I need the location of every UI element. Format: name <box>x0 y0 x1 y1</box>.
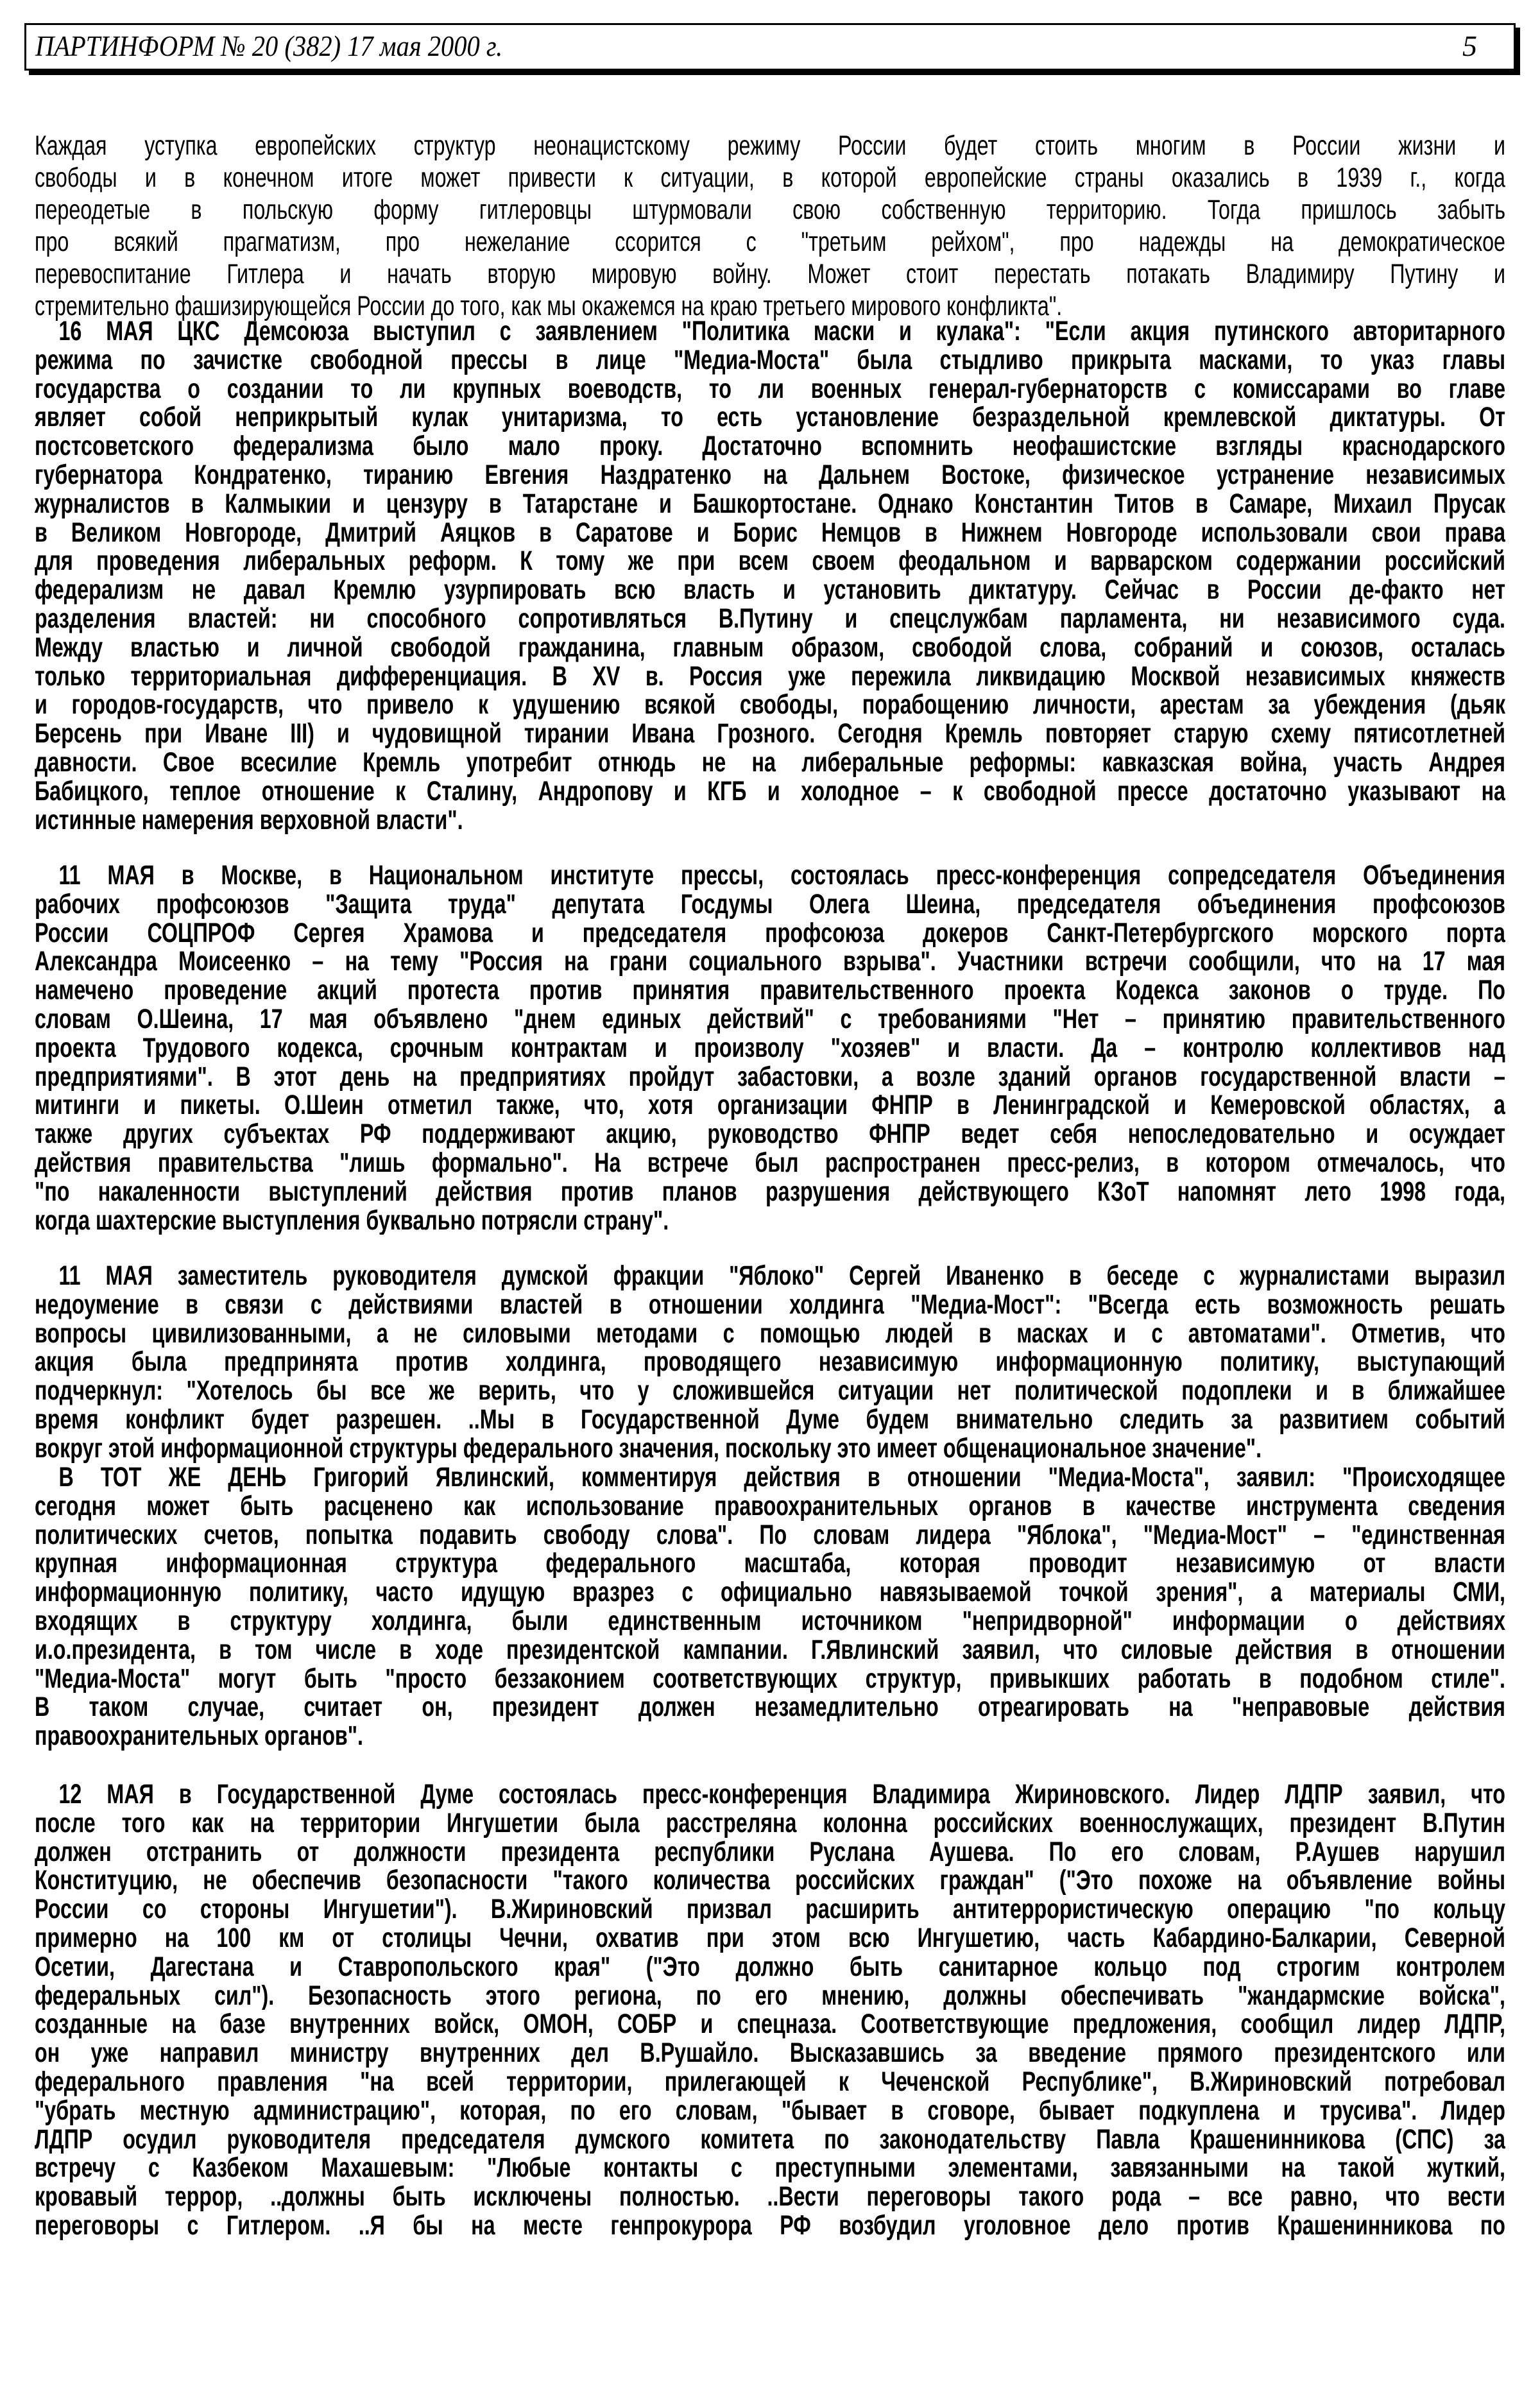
paragraph <box>35 861 1505 1235</box>
text-line: 16 МАЯ ЦКС Демсоюза выступил с заявлением "Политика маски и кулака": "Если акция путинского авторитарного <box>58 317 1505 346</box>
text-line: 11 МАЯ в Москве, в Национальном институте прессы, состоялась пресс-конференция сопредседателя Объединения <box>58 861 1505 890</box>
text-line: недоумение в связи с действиями властей в отношении холдинга "Медиа-Мост": "Всегда есть возможность решать <box>35 1290 1505 1319</box>
text-line: также других субъектах РФ поддерживают акцию, руководство ФНПР ведет себя непоследовательно и осуждает <box>35 1120 1505 1149</box>
text-line: он уже направил министру внутренних дел В.Рушайло. Высказавшись за введение прямого президентского или <box>35 2039 1505 2068</box>
text-line: разделения властей: ни способного сопротивляться В.Путину и спецслужбам парламента, ни независимого суда. <box>35 604 1505 633</box>
text-line: постсоветского федерализма было мало проку. Достаточно вспомнить неофашистские взгляды краснодарского <box>35 432 1505 461</box>
text-line: для проведения либеральных реформ. К тому же при всем своем феодальном и варварском содержании российский <box>35 547 1505 576</box>
text-line: только территориальная дифференциация. В XV в. Россия уже пережила ликвидацию Москвой независимых княжеств <box>35 662 1505 691</box>
text-line: должен отстранить от должности президента республики Руслана Аушева. По его словам, Р.Аушев нарушил <box>35 1837 1505 1867</box>
text-line: и городов-государств, что привело к удушению всякой свободы, порабощению личности, арестам за убеждения (дьяк <box>35 690 1505 720</box>
text-line: подчеркнул: "Хотелось бы все же верить, что у сложившейся ситуации нет политической подоплеки и в ближайшее <box>35 1376 1505 1405</box>
text-line: истинные намерения верховной власти". <box>35 805 463 835</box>
paragraph <box>35 130 1505 322</box>
text-line: про всякий прагматизм, про нежелание ссорится с "третьим рейхом", про надежды на демократическое <box>35 227 1505 257</box>
text-line: после того как на территории Ингушетии была расстреляна колонна российских военнослужащих, президент В.Путин <box>35 1808 1505 1838</box>
text-line: Между властью и личной свободой гражданина, главным образом, свободой слова, собраний и союзов, осталась <box>35 633 1505 662</box>
text-line: губернатора Кондратенко, тиранию Евгения Наздратенко на Дальнем Востоке, физическое устранение независимых <box>35 460 1505 490</box>
text-line: крупная информационная структура федерального масштаба, которая проводит независимую от власти <box>35 1549 1505 1579</box>
text-line: митинги и пикеты. О.Шеин отметил также, что, хотя организации ФНПР в Ленинградской и Кемеровской областях, а <box>35 1091 1505 1120</box>
text-line: кровавый террор, ..должны быть исключены полностью. ..Вести переговоры такого рода – все равно, что вести <box>35 2182 1505 2211</box>
text-line: являет собой неприкрытый кулак унитаризма, то есть установление безраздельной кремлевской диктатуры. От <box>35 403 1505 433</box>
paragraph <box>35 1780 1505 2240</box>
text-line: Конституцию, не обеспечив безопасности "такого количества российских граждан" ("Это похоже на объявление войны <box>35 1866 1505 1896</box>
text-line: примерно на 100 км от столицы Чечни, охватив при этом всю Ингушетию, часть Кабардино-Балкарии, Северной <box>35 1923 1505 1953</box>
text-line: в Великом Новгороде, Дмитрий Аяцков в Саратове и Борис Немцов в Нижнем Новгороде использовали свои права <box>35 518 1505 547</box>
text-line: свободы и в конечном итоге может привести к ситуации, в которой европейские страны оказались в 1939 г., когда <box>35 162 1505 193</box>
page-number: 5 <box>1462 30 1477 62</box>
text-line: Осетии, Дагестана и Ставропольского края" ("Это должно быть санитарное кольцо под строгим контролем <box>35 1952 1505 1982</box>
text-line: Каждая уступка европейских структур неонацистскому режиму России будет стоить многим в России жизни и <box>35 130 1505 161</box>
text-line: России СОЦПРОФ Сергея Храмова и председателя профсоюза докеров Санкт-Петербургского морского порта <box>35 918 1505 948</box>
text-line: 12 МАЯ в Государственной Думе состоялась пресс-конференция Владимира Жириновского. Лидер ЛДПР заявил, что <box>58 1780 1505 1809</box>
text-line: вопросы цивилизованными, а не силовыми методами с помощью людей в масках и с автоматами". Отметив, что <box>35 1319 1505 1348</box>
text-line: Берсень при Иване III) и чудовищной тирании Ивана Грозного. Сегодня Кремль повторяет старую схему пятисотлетней <box>35 719 1505 748</box>
text-line: созданные на базе внутренних войск, ОМОН, СОБР и спецназа. Соответствующие предложения, сообщил лидер ЛДПР, <box>35 2010 1505 2039</box>
text-line: "убрать местную администрацию", которая, по его словам, "бывает в сговоре, бывает подкуплена и трусива". Лидер <box>35 2096 1505 2125</box>
text-line: федеральных сил"). Безопасность этого региона, по его мнению, должны обеспечивать "жандармские войска", <box>35 1981 1505 2010</box>
text-line: время конфликт будет разрешен. ..Мы в Государственной Думе будем внимательно следить за развитием событий <box>35 1405 1505 1434</box>
text-line: входящих в структуру холдинга, были единственным источником "непридворной" информации о действиях <box>35 1606 1505 1636</box>
publication-title: ПАРТИНФОРМ № 20 (382) 17 мая 2000 г. <box>35 30 503 62</box>
text-line: давности. Свое всесилие Кремль употребит отнюдь не на либеральные реформы: кавказская война, участь Андрея <box>35 748 1505 777</box>
text-line: предприятиями". В этот день на предприятиях пройдут забастовки, а возле зданий органов государственной власти – <box>35 1062 1505 1092</box>
text-line: журналистов в Калмыкии и цензуру в Татарстане и Башкортостане. Однако Константин Титов в Самаре, Михаил Прусак <box>35 489 1505 518</box>
page-header <box>24 23 1516 71</box>
text-line: федерального правления "на всей территории, прилегающей к Чеченской Республике", В.Жириновский потребовал <box>35 2067 1505 2096</box>
text-line: информационную политику, часто идущую вразрез с официально навязываемой точкой зрения", а материалы СМИ, <box>35 1578 1505 1607</box>
text-line: режима по зачистке свободной прессы в лице "Медиа-Моста" была стыдливо прикрыта масками, то указ главы <box>35 345 1505 375</box>
text-line: В ТОТ ЖЕ ДЕНЬ Григорий Явлинский, комментируя действия в отношении "Медиа-Моста", заявил: "Происходящее <box>58 1463 1505 1492</box>
text-line: словам О.Шеина, 17 мая объявлено "днем единых действий" с требованиями "Нет – принятию правительственного <box>35 1004 1505 1034</box>
text-line: стремительно фашизирующейся России до того, как мы окажемся на краю третьего мирового конфликта". <box>35 291 1063 321</box>
text-line: и.о.президента, в том числе в ходе президентской кампании. Г.Явлинский заявил, что силовые действия в отношении <box>35 1635 1505 1665</box>
text-line: перевоспитание Гитлера и начать вторую мировую войну. Может стоит перестать потакать Владимиру Путину и <box>35 259 1505 289</box>
text-line: правоохранительных органов". <box>35 1722 363 1751</box>
text-line: переговоры с Гитлером. ..Я бы на месте генпрокурора РФ возбудил уголовное дело против Крашенинникова по <box>35 2211 1505 2240</box>
paragraph <box>35 1463 1505 1751</box>
text-line: Александра Моисеенко – на тему "Россия на грани социального взрыва". Участники встречи сообщили, что на 17 мая <box>35 947 1505 977</box>
text-line: федерализм не давал Кремлю узурпировать всю власть и установить диктатуру. Сейчас в России де-факто нет <box>35 576 1505 604</box>
text-line: "Медиа-Моста" могут быть "просто беззаконием соответствующих структур, привыкших работать в подобном стиле". <box>35 1664 1505 1693</box>
text-line: государства о создании то ли крупных воеводств, то ли военных генерал-губернаторств с комиссарами во главе <box>35 374 1505 404</box>
text-line: рабочих профсоюзов "Защита труда" депутата Госдумы Олега Шеина, председателя объединения профсоюзов <box>35 889 1505 919</box>
text-line: сегодня может быть расценено как использование правоохранительных органов в качестве инструмента сведения <box>35 1491 1505 1521</box>
text-line: намечено проведение акций протеста против принятия правительственного проекта Кодекса законов о труде. По <box>35 976 1505 1005</box>
text-line: проекта Трудового кодекса, срочным контрактам и произволу "хозяев" и власти. Да – контролю коллективов над <box>35 1033 1505 1063</box>
text-line: "по накаленности выступлений действия против планов разрушения действующего КЗоТ напомнят лето 1998 года, <box>35 1177 1505 1206</box>
text-line: В таком случае, считает он, президент должен незамедлительно отреагировать на "неправовые действия <box>35 1693 1505 1722</box>
text-line: ЛДПР осудил руководителя председателя думского комитета по законодательству Павла Крашенинникова (СПС) за <box>35 2125 1505 2154</box>
text-line: переодетые в польскую форму гитлеровцы штурмовали свою собственную территорию. Тогда пришлось забыть <box>35 194 1505 225</box>
text-line: России со стороны Ингушетии"). В.Жириновский призвал расширить антитеррористическую операцию "по кольцу <box>35 1895 1505 1924</box>
paragraph <box>35 1262 1505 1463</box>
text-line: встречу с Казбеком Махашевым: "Любые контакты с преступными элементами, завязанными на такой жуткий, <box>35 2154 1505 2183</box>
text-line: когда шахтерские выступления буквально потрясли страну". <box>35 1206 669 1235</box>
text-line: политических счетов, попытка подавить свободу слова". По словам лидера "Яблока", "Медиа-Мост" – "единственная <box>35 1520 1505 1550</box>
text-line: действия правительства "лишь формально". На встрече был распространен пресс-релиз, в котором отмечалось, что <box>35 1148 1505 1178</box>
paragraph <box>35 317 1505 834</box>
text-line: акция была предпринята против холдинга, проводящего независимую информационную политику, выступающий <box>35 1348 1505 1377</box>
text-line: 11 МАЯ заместитель руководителя думской фракции "Яблоко" Сергей Иваненко в беседе с журналистами выразил <box>58 1262 1505 1290</box>
text-line: вокруг этой информационной структуры федерального значения, поскольку это имеет общенациональное значение". <box>35 1434 1262 1463</box>
text-line: Бабицкого, теплое отношение к Сталину, Андропову и КГБ и холодное – к свободной прессе достаточно указывают на <box>35 776 1505 806</box>
